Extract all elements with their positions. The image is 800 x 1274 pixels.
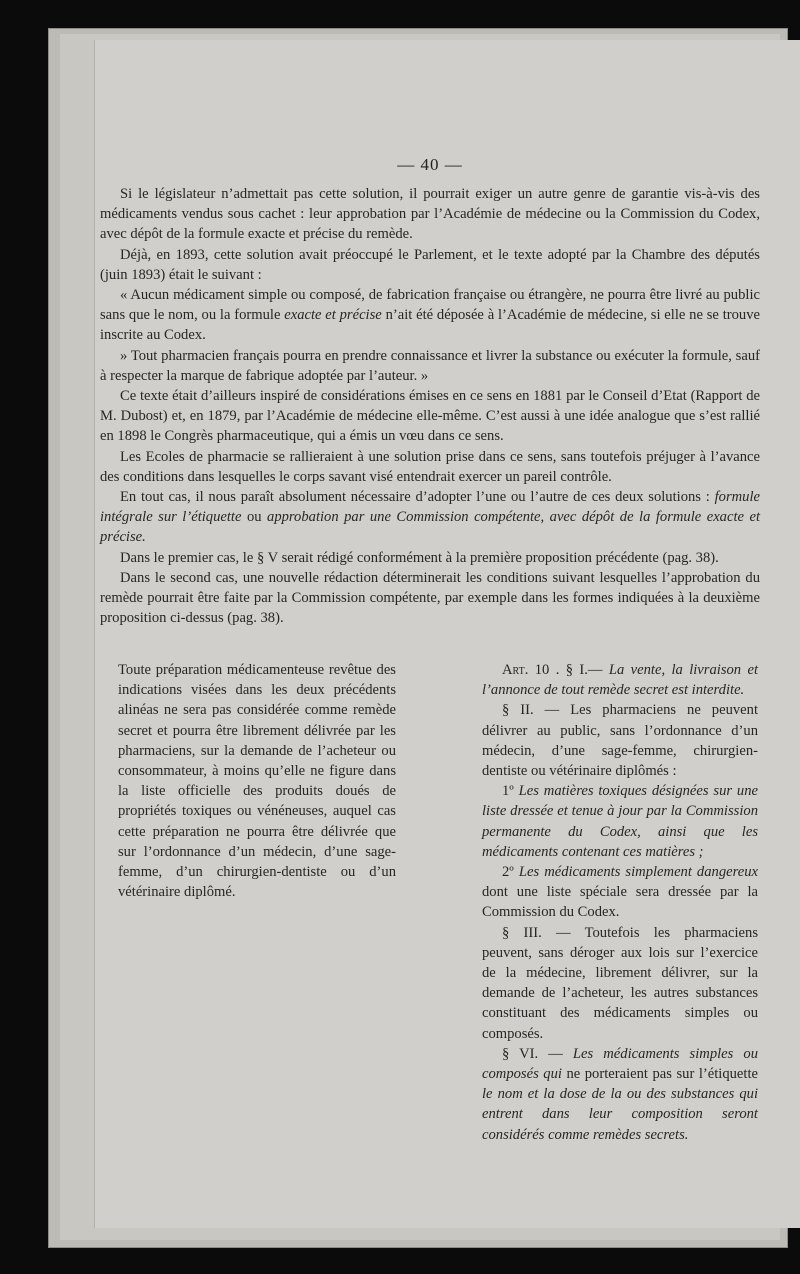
quote-paragraph-2: » Tout pharmacien français pourra en prendre connaissance et livrer la substance ou exécuter la formule, sauf à respecter la marque de fabrique adoptée par l’auteur. » <box>100 347 760 384</box>
quote-text: n’ait été déposée à l’Académie de médecine, si elle ne se trouve inscrite au Codex. <box>100 307 760 344</box>
paragraph-emphasis: formule intégrale sur l’étiquette <box>100 489 760 526</box>
section-iii: § III. — Toutefois les pharmaciens peuvent, sans déroger aux lois sur l’exercice de la médecine, librement délivrer, sur la demande de l’acheteur, les autres substances constituant des médicaments simples ou composés. <box>482 924 758 1042</box>
section-emphasis: Les médicaments simples ou composés qui <box>482 1045 758 1083</box>
page-number: — 40 — <box>397 155 463 174</box>
paragraph-text: ou <box>241 509 268 526</box>
section-emphasis: le nom et la dose de la ou des substances qui entrent dans leur composition seront considérés comme remèdes secrets. <box>482 1086 758 1143</box>
main-text <box>100 184 760 628</box>
item-text: dont une liste spéciale sera dressée par la Commission du Codex. <box>482 884 758 921</box>
item-emphasis: Les médicaments simplement dangereux <box>518 864 758 881</box>
quote-text: « Aucun médicament simple ou composé, de fabrication française ou étrangère, ne pourra être livré au public sans que le nom, ou la formule <box>100 287 760 324</box>
paragraph-2: Déjà, en 1893, cette solution avait préoccupé le Parlement, et le texte adopté par la Chambre des députés (juin 1893) était le suivant : <box>100 246 760 283</box>
left-column-text: Toute préparation médicamenteuse revêtue des indications visées dans les deux précédents alinéas ne sera pas considérée comme remède secret et pourra être librement délivrée par les pharmaciens, sur la demande de l’acheteur ou consommateur, à moins qu’elle ne figure dans la liste officielle des produits doués de propriétés toxiques ou vénéneuses, auquel cas cette préparation ne pourra être délivrée que sur l’ordonnance d’un médecin, d’une sage-femme, d’un chirurgien-dentiste ou d’un vétérinaire diplômé. <box>118 662 396 901</box>
section-vi <box>482 1044 758 1145</box>
paragraph-6: Dans le premier cas, le § V serait rédigé conformément à la première proposition précédente (pag. 38). <box>120 549 719 566</box>
left-column <box>118 660 396 902</box>
item-2 <box>482 862 758 923</box>
article-10-intro <box>482 660 758 700</box>
item-number: 2º <box>502 864 514 881</box>
item-text: Les matières toxiques désignées sur une liste dressée et tenue à jour par la Commission permanente du Codex, ainsi que les médicaments contenant ces matières ; <box>482 783 758 860</box>
section-text: ne porteraient pas sur l’étiquette <box>561 1066 758 1083</box>
section-text: § VI. — <box>502 1045 573 1062</box>
paragraph-3: Ce texte était d’ailleurs inspiré de considérations émises en ce sens en 1881 par le Conseil d’Etat (Rapport de M. Dubost) et, en 1879, par l’Académie de médecine elle-même. C’est aussi à une idée analogue que s’est rallié en 1898 le Congrès pharmaceutique, qui a émis un vœu dans ce sens. <box>100 388 760 445</box>
right-column <box>482 660 758 1145</box>
section-ii: § II. — Les pharmaciens ne peuvent délivrer au public, sans l’ordonnance d’un médecin, d’une sage-femme, chirurgien-dentiste ou vétérinaire diplômés : <box>482 702 758 780</box>
paragraph-7: Dans le second cas, une nouvelle rédaction déterminerait les conditions suivant lesquelles l’approbation du remède pourrait être faite par la Commission compétente, par exemple dans les formes indiquées à la deuxième proposition ci-dessus (pag. 38). <box>100 569 760 627</box>
article-section-mark: § I.— <box>565 662 603 678</box>
quote-paragraph-1 <box>100 285 760 346</box>
quote-emphasis: exacte et précise <box>284 307 382 324</box>
item-1 <box>482 781 758 862</box>
paragraph-text: En tout cas, il nous paraît absolument nécessaire d’adopter l’une ou l’autre de ces deux solutions : <box>120 489 715 506</box>
paragraph-1: Si le législateur n’admettait pas cette solution, il pourrait exiger un autre genre de garantie vis-à-vis des médicaments vendus sous cachet : leur approbation par l’Académie de médecine ou la Commission du Codex, avec dépôt de la formule exacte et précise du remède. <box>100 186 760 243</box>
article-label: Art. 10 . <box>502 662 560 678</box>
item-number: 1º <box>502 783 514 800</box>
article-emphasis: La vente, la livraison et l’annonce de tout remède secret est interdite. <box>482 662 758 699</box>
two-column-section <box>100 660 760 1143</box>
paragraph-4: Les Ecoles de pharmacie se rallieraient à une solution prise dans ce sens, sans toutefois préjuger à l’avance des conditions dans lesquelles le corps savant visé entendrait exercer un pareil contrôle. <box>100 448 760 485</box>
paragraph-emphasis: approbation par une Commission compétente, avec dépôt de la formule exacte et précise. <box>100 509 760 546</box>
paragraph-5 <box>100 487 760 548</box>
